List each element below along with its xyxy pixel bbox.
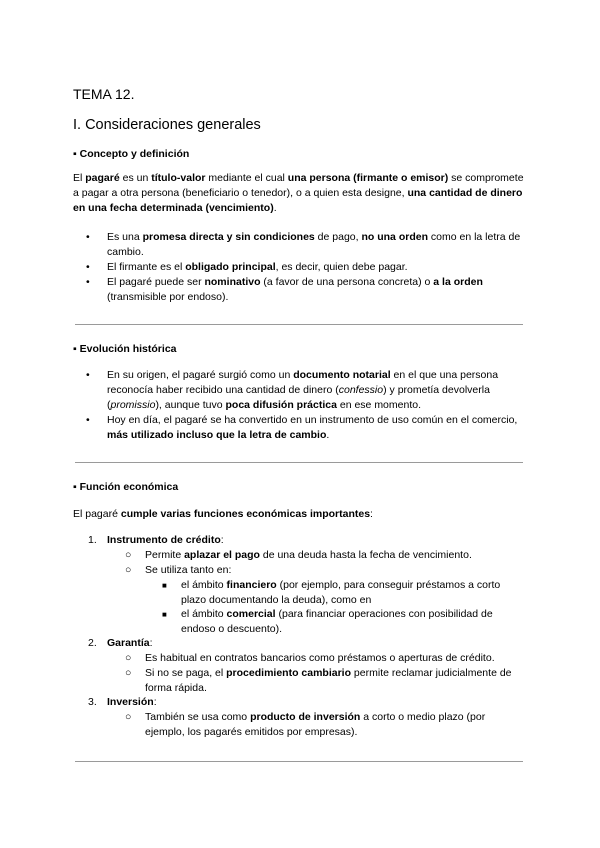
list-item-garantia: 2. Garantía:	[88, 637, 153, 649]
list-item: ○ También se usa como producto de inversión a corto o medio plazo (por ejemplo, los pagarés emitidos por empresas).	[125, 711, 486, 738]
subsection-heading-funcion: ▪ Función económica	[73, 481, 179, 493]
subsection-heading-evolucion: ▪ Evolución histórica	[73, 343, 177, 355]
bullet-icon: •	[86, 369, 90, 381]
list-item: • Es una promesa directa y sin condiciones de pago, no una orden como en la letra de cambio.	[86, 231, 521, 258]
list-item: ○ Permite aplazar el pago de una deuda hasta la fecha de vencimiento.	[125, 549, 472, 561]
square-bullet-icon: ■	[162, 581, 167, 590]
list-item: ■ el ámbito financiero (por ejemplo, para conseguir préstamos a corto plazo documentando la deuda), como en	[162, 579, 501, 606]
paragraph-definicion: El pagaré es un título-valor mediante el cual una persona (firmante o emisor) se compromete a pagar a otra persona (beneficiario o tenedor), o a quien esta designe, una cantidad de dinero en una fecha determinada (vencimiento).	[73, 172, 524, 214]
divider	[75, 462, 523, 463]
section-heading: I. Consideraciones generales	[73, 117, 261, 133]
circle-bullet-icon: ○	[125, 667, 132, 679]
list-item-credito: 1. Instrumento de crédito:	[88, 534, 224, 546]
bullet-icon: •	[86, 276, 90, 288]
circle-bullet-icon: ○	[125, 564, 132, 576]
list-item: • Hoy en día, el pagaré se ha convertido en un instrumento de uso común en el comercio, más utilizado incluso que la letra de cambio.	[86, 414, 518, 441]
list-item: ○ Se utiliza tanto en:	[125, 564, 232, 576]
list-item: • En su origen, el pagaré surgió como un documento notarial en el que una persona reconocía haber recibido una cantidad de dinero (confessio) y prometía devolverla (promissio), aunque tuvo poca difusión práctica en ese momento.	[86, 369, 499, 411]
page-title: TEMA 12.	[73, 86, 135, 102]
list-item-inversion: 3. Inversión:	[88, 696, 157, 708]
circle-bullet-icon: ○	[125, 652, 132, 664]
bullet-icon: •	[86, 231, 90, 243]
divider	[75, 761, 523, 762]
divider	[75, 324, 523, 325]
list-item: ○ Es habitual en contratos bancarios como préstamos o aperturas de crédito.	[125, 652, 495, 664]
paragraph-funcion-intro: El pagaré cumple varias funciones económicas importantes:	[73, 508, 373, 520]
list-item: • El firmante es el obligado principal, es decir, quien debe pagar.	[86, 261, 408, 273]
subsection-heading-concepto: ▪ Concepto y definición	[73, 148, 190, 160]
bullet-icon: •	[86, 414, 90, 426]
bullet-icon: •	[86, 261, 90, 273]
circle-bullet-icon: ○	[125, 711, 132, 723]
list-item: ■ el ámbito comercial (para financiar operaciones con posibilidad de endoso o descuento).	[162, 608, 493, 635]
list-item: • El pagaré puede ser nominativo (a favor de una persona concreta) o a la orden (transmisible por endoso).	[86, 276, 483, 303]
square-bullet-icon: ■	[162, 610, 167, 619]
list-item: ○ Si no se paga, el procedimiento cambiario permite reclamar judicialmente de forma rápida.	[125, 667, 512, 694]
circle-bullet-icon: ○	[125, 549, 132, 561]
